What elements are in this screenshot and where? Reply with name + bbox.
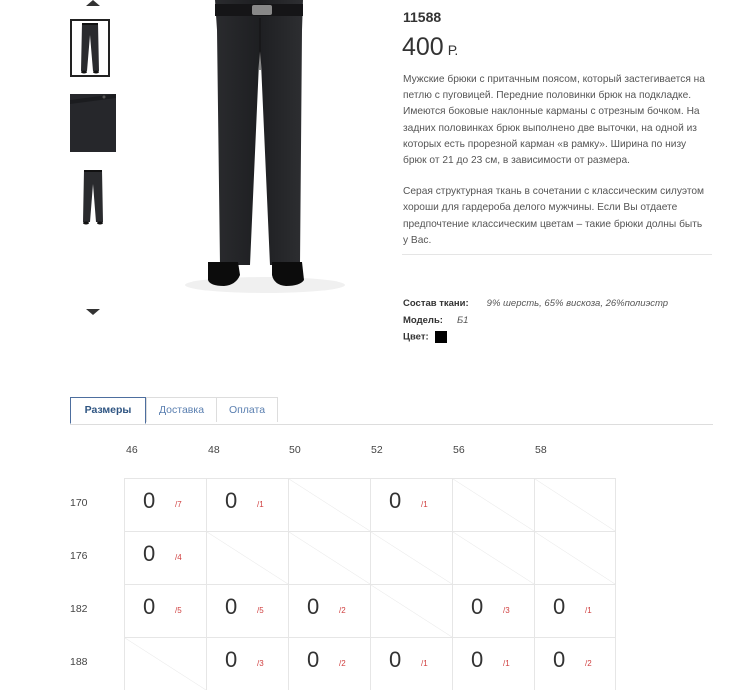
size-cell[interactable] <box>288 637 370 690</box>
size-row-header: 176 <box>70 550 88 562</box>
size-cell-quantity: 0 <box>307 647 320 672</box>
size-cell-empty <box>288 478 370 531</box>
size-cell-quantity: 0 <box>143 541 156 566</box>
size-cell-empty <box>534 531 616 584</box>
size-cell-empty <box>124 637 206 690</box>
divider <box>402 254 712 255</box>
price-value: 400 <box>402 33 444 61</box>
size-cell-quantity: 0 <box>225 488 238 513</box>
size-cell[interactable] <box>206 637 288 690</box>
size-cell-stock: /3 <box>257 659 264 668</box>
product-description <box>403 72 708 264</box>
thumbnail-fabric[interactable] <box>70 94 116 152</box>
description-paragraph: Серая структурная ткань в сочетании с классическим силуэтом хороши для гардероба делого мужчины. Если Вы отдаете предпочтение классическим цветам – такие брюки долны быть у Вас. <box>403 186 705 246</box>
tabs <box>70 397 713 424</box>
spec-model-value: Б1 <box>456 315 469 326</box>
size-column-header: 56 <box>453 444 465 456</box>
size-cell[interactable] <box>534 584 616 637</box>
price-currency: Р. <box>447 42 459 58</box>
spec-model-label: Модель: <box>403 315 443 326</box>
size-cell-stock: /2 <box>339 606 346 615</box>
size-column-header: 48 <box>208 444 220 456</box>
size-cell[interactable] <box>206 584 288 637</box>
size-cell-quantity: 0 <box>553 647 566 672</box>
size-cell[interactable] <box>206 478 288 531</box>
spec-fabric <box>403 298 668 309</box>
size-cell-empty <box>288 531 370 584</box>
tab-sizes[interactable]: Размеры <box>70 397 146 424</box>
color-swatch[interactable] <box>435 331 447 343</box>
tab-payment[interactable]: Оплата <box>216 397 278 422</box>
chevron-up-icon[interactable] <box>86 0 100 6</box>
size-cell[interactable] <box>124 584 206 637</box>
size-cell-empty <box>370 531 452 584</box>
size-cell[interactable] <box>370 478 452 531</box>
size-cell[interactable] <box>124 478 206 531</box>
size-column-header: 46 <box>126 444 138 456</box>
size-cell-quantity: 0 <box>471 594 484 619</box>
spec-fabric-value: 9% шерсть, 65% вискоза, 26%полиэстр <box>486 298 669 309</box>
size-cell-empty <box>534 478 616 531</box>
size-row-header: 188 <box>70 656 88 668</box>
size-cell[interactable] <box>452 637 534 690</box>
size-row-header: 170 <box>70 497 88 509</box>
size-cell-quantity: 0 <box>307 594 320 619</box>
spec-color-label: Цвет: <box>403 331 429 343</box>
size-cell-quantity: 0 <box>389 488 402 513</box>
size-cell-stock: /2 <box>585 659 592 668</box>
size-cell-quantity: 0 <box>553 594 566 619</box>
product-sku: 11588 <box>403 9 442 25</box>
size-cell-stock: /5 <box>257 606 264 615</box>
size-cell-stock: /1 <box>421 659 428 668</box>
size-cell-quantity: 0 <box>225 647 238 672</box>
size-cell-stock: /1 <box>503 659 510 668</box>
chevron-down-icon[interactable] <box>86 309 100 315</box>
size-cell-stock: /7 <box>175 500 182 509</box>
size-cell-empty <box>370 584 452 637</box>
size-cell-quantity: 0 <box>471 647 484 672</box>
size-column-header: 52 <box>371 444 383 456</box>
size-cell-stock: /1 <box>585 606 592 615</box>
size-cell-empty <box>452 531 534 584</box>
product-image <box>160 0 370 300</box>
size-cell-quantity: 0 <box>143 488 156 513</box>
size-column-header: 50 <box>289 444 301 456</box>
tab-delivery[interactable]: Доставка <box>146 397 217 422</box>
size-cell[interactable] <box>452 584 534 637</box>
size-cell-quantity: 0 <box>143 594 156 619</box>
size-row-header: 182 <box>70 603 88 615</box>
size-cell-empty <box>206 531 288 584</box>
size-cell-stock: /4 <box>175 553 182 562</box>
description-paragraph: Мужские брюки с притачным поясом, который застегивается на петлю с пуговицей. Передние половинки брюк на подкладке. Имеются боковые наклонные карманы с отрезным бочком. На задних половинках брюк выполнено две выточки, на одной из которых есть прорезной карман «в рамку». Ширина по низу брюк от 21 до 23 см, в зависимости от размера. <box>403 74 705 167</box>
size-cell[interactable] <box>288 584 370 637</box>
size-cell-stock: /3 <box>503 606 510 615</box>
tabs-underline <box>70 424 713 425</box>
thumbnail-front[interactable] <box>70 19 110 77</box>
size-cell-stock: /1 <box>257 500 264 509</box>
size-cell-stock: /2 <box>339 659 346 668</box>
product-price <box>402 33 458 62</box>
spec-color <box>403 331 447 343</box>
size-cell[interactable] <box>370 637 452 690</box>
size-cell-empty <box>452 478 534 531</box>
size-cell[interactable] <box>534 637 616 690</box>
spec-model <box>403 315 468 326</box>
size-cell-quantity: 0 <box>225 594 238 619</box>
thumbnail-back[interactable] <box>70 166 116 226</box>
size-column-header: 58 <box>535 444 547 456</box>
size-cell-stock: /5 <box>175 606 182 615</box>
spec-fabric-label: Состав ткани: <box>403 298 469 309</box>
size-cell[interactable] <box>124 531 206 584</box>
size-cell-quantity: 0 <box>389 647 402 672</box>
size-cell-stock: /1 <box>421 500 428 509</box>
